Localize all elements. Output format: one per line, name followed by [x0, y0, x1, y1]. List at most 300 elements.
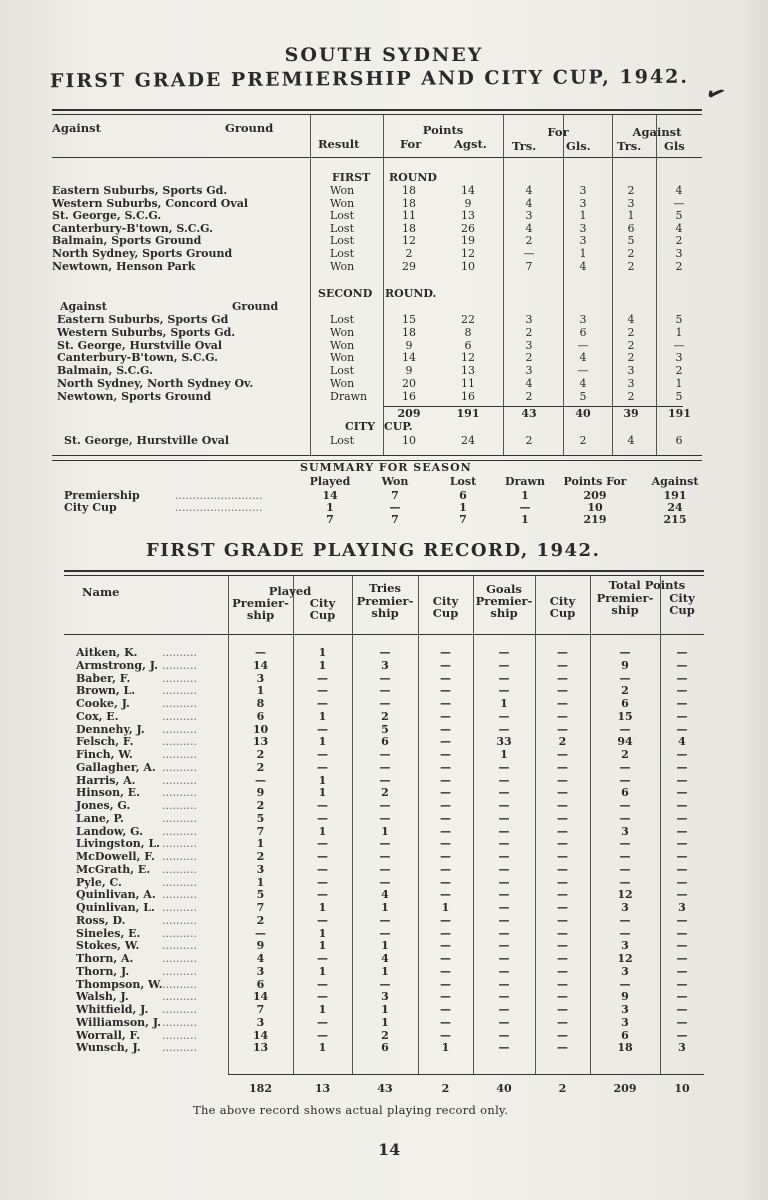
stat-tp: 1	[381, 1015, 389, 1029]
stat-xc: —	[676, 646, 688, 659]
score-ag: 2	[675, 234, 683, 248]
header-played: Played	[268, 584, 312, 598]
summary-row-label: Premiership	[64, 489, 140, 502]
leader-dots: ..........	[162, 671, 197, 685]
leader-dots: ..........	[162, 811, 197, 825]
stat-gc: —	[557, 977, 568, 991]
score-pa: 13	[461, 364, 475, 378]
stat-gp: —	[498, 1003, 510, 1016]
stat-xp: 9	[621, 658, 629, 672]
stat-xc: —	[676, 875, 688, 889]
stat-gc: —	[557, 875, 568, 889]
score-pa: 22	[461, 313, 475, 326]
score-pa: 12	[461, 247, 475, 260]
total-tc: 2	[441, 1082, 450, 1095]
total-gc: 2	[558, 1082, 567, 1095]
summary-pf: 10	[587, 501, 603, 514]
stat-xc: —	[676, 926, 688, 940]
stat-xc: —	[676, 709, 688, 723]
score-ag: —	[673, 196, 685, 210]
score-fg: 4	[579, 259, 587, 273]
leader-dots: ..........	[162, 697, 197, 710]
opponent-ground: Western Suburbs, Sports Gd.	[57, 325, 236, 339]
stat-gc: —	[557, 1003, 568, 1016]
stat-xp: —	[619, 722, 631, 736]
score-ag: 1	[675, 325, 683, 339]
stat-xp: 3	[621, 1015, 629, 1029]
stat-gp: —	[498, 773, 510, 787]
leader-dots: ..........	[162, 786, 197, 800]
stat-xp: —	[619, 977, 631, 991]
stat-tc: —	[440, 786, 451, 800]
summary-header-played: Played	[309, 475, 351, 488]
stat-gp: —	[498, 1015, 510, 1029]
score-ag: 4	[675, 221, 683, 235]
total-pf: 209	[397, 407, 421, 420]
total-xp: 209	[613, 1082, 637, 1095]
stat-xp: 2	[621, 684, 629, 698]
score-pf: 12	[402, 234, 416, 248]
header-agst-gls: Gls	[664, 139, 685, 153]
stat-tc: —	[440, 811, 451, 825]
header-total-prem: Premier-	[596, 591, 654, 605]
player-name: Harris, A.	[76, 773, 136, 787]
stat-tp: 3	[381, 990, 389, 1004]
header-goals-city: Cup	[549, 606, 576, 620]
player-name: Gallagher, A.	[76, 760, 156, 774]
stat-tp: 4	[381, 952, 389, 965]
stat-gc: —	[557, 658, 568, 672]
score-ag: 6	[675, 434, 683, 447]
header-tries-city: Cup	[432, 606, 459, 620]
leader-dots: ..........	[162, 888, 197, 902]
stat-pp: 4	[256, 952, 265, 965]
score-fg: 1	[579, 247, 587, 260]
stat-tp: 4	[381, 888, 389, 902]
score-fg: 3	[579, 313, 587, 326]
score-pf: 20	[402, 377, 416, 390]
stat-xp: —	[619, 646, 631, 659]
stat-pp: 9	[256, 786, 265, 800]
leader-dots: ..........	[162, 1003, 197, 1016]
stat-pc: —	[317, 977, 328, 991]
total-pp: 182	[249, 1082, 272, 1095]
stat-gc: —	[557, 646, 568, 659]
stat-xp: —	[619, 926, 631, 940]
stat-pc: —	[317, 799, 328, 812]
rule	[52, 157, 702, 158]
score-pf: 18	[402, 325, 416, 339]
stat-xp: —	[619, 773, 631, 787]
header-total-city: City	[669, 591, 695, 605]
stat-tp: 6	[381, 1041, 389, 1055]
stat-pp: 14	[252, 990, 269, 1004]
score-pf: 29	[402, 259, 416, 273]
summary-header-won: Won	[381, 475, 409, 488]
stat-tp: —	[379, 684, 391, 698]
leader-dots: ..........	[162, 824, 197, 838]
stat-tp: —	[379, 913, 391, 927]
score-ft: 3	[525, 209, 533, 223]
stat-xp: 12	[617, 952, 633, 965]
stat-xp: 3	[621, 939, 629, 953]
opponent-ground: Canterbury-B'town, S.C.G.	[57, 351, 219, 365]
player-name: Landow, G.	[76, 824, 143, 838]
stat-xc: —	[676, 888, 688, 902]
player-name: Thorn, J.	[76, 964, 130, 978]
stat-tc: —	[440, 990, 451, 1004]
stat-gp: 1	[500, 748, 508, 761]
header-points-agst: Agst.	[454, 137, 487, 151]
player-name: Stokes, W.	[76, 939, 140, 953]
leader-dots: ..........	[162, 1015, 197, 1029]
player-name: Quinlivan, A.	[76, 888, 156, 902]
stat-tc: —	[440, 697, 451, 710]
score-pf: 18	[402, 184, 416, 197]
score-pa: 11	[461, 377, 475, 390]
stat-gc: —	[557, 684, 568, 698]
stat-gc: —	[557, 748, 568, 761]
stat-xc: —	[676, 977, 688, 991]
stat-gp: —	[498, 952, 510, 965]
stat-tc: —	[440, 926, 451, 940]
score-pf: 18	[402, 196, 416, 210]
leader-dots: ..........	[162, 862, 197, 876]
stat-xc: —	[676, 824, 688, 838]
player-name: Dennehy, J.	[76, 722, 145, 736]
score-pf: 2	[405, 247, 413, 260]
opponent-ground: Western Suburbs, Concord Oval	[52, 196, 249, 210]
summary-drawn: —	[519, 501, 531, 514]
stat-tc: —	[440, 646, 451, 659]
stat-tp: 1	[381, 964, 389, 978]
total-tp: 43	[377, 1082, 393, 1095]
stat-tc: —	[440, 1028, 451, 1042]
score-at: 3	[627, 377, 635, 390]
result: Won	[330, 184, 355, 197]
total-at: 39	[623, 407, 639, 420]
score-ft: 2	[525, 234, 533, 248]
result: Lost	[330, 313, 354, 326]
stat-pp: 13	[252, 1041, 269, 1055]
leader-dots: .........................	[175, 489, 263, 502]
stat-xp: 3	[621, 964, 629, 978]
stat-pp: —	[255, 773, 266, 787]
stat-pc: —	[317, 1015, 328, 1029]
score-fg: 4	[579, 351, 587, 365]
stat-pc: 1	[318, 1003, 327, 1016]
leader-dots: ..........	[162, 760, 197, 774]
score-pa: 9	[464, 196, 472, 210]
stat-gc: —	[557, 760, 568, 774]
player-name: Aitken, K.	[76, 646, 138, 659]
stat-pp: 2	[256, 850, 265, 863]
score-fg: 3	[579, 234, 587, 248]
stat-xp: 6	[621, 786, 629, 800]
summary-won: 7	[391, 489, 399, 502]
stat-tp: —	[379, 811, 391, 825]
score-fg: 6	[579, 325, 587, 339]
player-name: Williamson, J.	[76, 1015, 162, 1029]
score-ft: 7	[525, 259, 533, 273]
footnote: The above record shows actual playing record only.	[193, 1103, 509, 1117]
summary-against: 24	[667, 501, 683, 514]
stat-gp: —	[498, 901, 510, 914]
title-line2: FIRST GRADE PREMIERSHIP AND CITY CUP, 1942.	[49, 65, 690, 93]
score-ag: —	[673, 338, 685, 352]
stat-gc: —	[557, 850, 568, 863]
stat-xc: —	[676, 773, 688, 787]
stat-pc: —	[317, 671, 328, 685]
score-fg: 2	[579, 434, 587, 447]
stat-tp: 1	[381, 1003, 389, 1016]
stat-pp: 3	[256, 1015, 265, 1029]
leader-dots: ..........	[162, 875, 197, 889]
score-pf: 18	[402, 221, 416, 235]
score-pf: 16	[402, 389, 416, 403]
total-pa: 191	[456, 407, 480, 420]
stat-tc: —	[440, 939, 451, 953]
player-name: McGrath, E.	[76, 862, 151, 876]
leader-dots: ..........	[162, 913, 197, 927]
score-ag: 5	[675, 389, 683, 403]
stat-tc: —	[440, 709, 451, 723]
player-name: Sineles, E.	[76, 926, 141, 940]
header-total-city: Cup	[669, 603, 695, 617]
player-name: Lane, P.	[76, 811, 124, 825]
leader-dots: ..........	[162, 1028, 197, 1042]
stat-gc: —	[557, 1041, 568, 1055]
stat-gp: —	[498, 875, 510, 889]
score-at: 4	[627, 313, 635, 326]
score-fg: —	[577, 338, 589, 352]
score-at: 2	[627, 325, 635, 339]
stat-pp: 3	[256, 671, 265, 685]
stat-xp: —	[619, 671, 631, 685]
sub-header-against: Against	[60, 300, 107, 313]
stat-pc: —	[317, 875, 328, 889]
stat-pp: 1	[256, 875, 265, 889]
result: Lost	[330, 221, 354, 235]
stat-xp: —	[619, 913, 631, 927]
stat-gp: —	[498, 977, 510, 991]
opponent-ground: St. George, Hurstville Oval	[57, 338, 223, 352]
result: Lost	[330, 434, 354, 447]
result: Won	[330, 377, 355, 390]
opponent-ground: North Sydney, North Sydney Ov.	[57, 377, 254, 390]
stat-pc: 1	[318, 735, 327, 749]
stat-pp: 14	[252, 1028, 269, 1042]
stat-xp: —	[619, 875, 631, 889]
record-title: FIRST GRADE PLAYING RECORD, 1942.	[146, 540, 601, 561]
stat-xc: —	[676, 684, 688, 698]
stat-gc: —	[557, 952, 568, 965]
summary-total-drawn: 1	[521, 513, 529, 526]
header-ground: Ground	[225, 121, 274, 135]
rule	[64, 634, 704, 635]
city-cup-label: CUP.	[384, 420, 413, 433]
stat-tc: —	[440, 735, 451, 749]
stat-gc: —	[557, 697, 568, 710]
leader-dots: ..........	[162, 658, 197, 672]
summary-lost: 1	[459, 501, 467, 514]
stat-xc: —	[676, 964, 688, 978]
stat-gp: —	[498, 1028, 510, 1042]
header-against: Against	[52, 121, 101, 135]
summary-total-played: 7	[326, 513, 334, 526]
stat-pc: 1	[318, 773, 327, 787]
score-at: 2	[627, 184, 635, 197]
player-name: Walsh, J.	[76, 990, 129, 1004]
stat-pp: —	[255, 926, 266, 940]
player-name: Brown, L.	[76, 684, 136, 698]
stat-xp: —	[619, 862, 631, 876]
stat-tc: 1	[441, 1041, 450, 1055]
column-rule	[656, 115, 657, 455]
stat-tc: —	[440, 658, 451, 672]
stat-gp: —	[498, 850, 510, 863]
stat-pp: 13	[252, 735, 269, 749]
leader-dots: ..........	[162, 837, 197, 851]
score-fg: 3	[579, 221, 587, 235]
score-fg: 5	[579, 389, 587, 403]
stat-xp: 3	[621, 1003, 629, 1016]
stat-pc: —	[317, 850, 328, 863]
stat-pc: —	[317, 837, 328, 851]
summary-total-pf: 219	[583, 513, 607, 526]
stat-pp: 7	[256, 1003, 265, 1016]
header-total-points: Total Points	[608, 578, 686, 592]
stat-xp: 6	[621, 1028, 629, 1042]
header-points: Points	[422, 123, 464, 137]
stat-gp: —	[498, 926, 510, 940]
score-pf: 15	[402, 313, 416, 326]
stat-pc: —	[317, 684, 328, 698]
score-ag: 2	[675, 364, 683, 378]
opponent-ground: St. George, S.C.G.	[52, 209, 162, 223]
total-ag: 191	[668, 407, 691, 420]
stat-tp: 3	[381, 658, 389, 672]
page-number: 14	[378, 1140, 401, 1159]
score-pa: 14	[461, 184, 475, 197]
total-xc: 10	[674, 1082, 690, 1095]
stat-tc: —	[440, 850, 451, 863]
rule	[64, 575, 704, 576]
score-ag: 1	[675, 377, 683, 390]
stat-pp: 8	[256, 697, 265, 710]
player-name: Jones, G.	[76, 799, 131, 812]
stat-pc: 1	[318, 786, 327, 800]
stat-pc: 1	[318, 824, 327, 838]
stat-gp: —	[498, 1041, 510, 1055]
stat-pp: 5	[256, 811, 265, 825]
header-goals-prem: ship	[490, 606, 518, 620]
stat-xp: 18	[617, 1041, 633, 1055]
stat-xc: 3	[678, 1041, 686, 1055]
stat-xc: —	[676, 837, 688, 851]
stat-gc: —	[557, 862, 568, 876]
stat-pc: 1	[318, 709, 327, 723]
stat-tc: —	[440, 684, 451, 698]
stat-gc: —	[557, 709, 568, 723]
result: Won	[330, 338, 355, 352]
stat-xp: —	[619, 811, 631, 825]
player-name: Hinson, E.	[76, 786, 140, 800]
result: Drawn	[330, 389, 368, 403]
header-tries-prem: Premier-	[356, 594, 414, 608]
summary-title: SUMMARY FOR SEASON	[300, 461, 472, 474]
score-at: 2	[627, 338, 635, 352]
score-pa: 8	[464, 325, 472, 339]
rule	[64, 570, 704, 572]
leader-dots: ..........	[162, 799, 197, 812]
stat-tp: —	[379, 760, 391, 774]
column-rule	[563, 115, 564, 455]
player-name: Thompson, W.	[76, 977, 163, 991]
score-ft: 4	[525, 377, 533, 390]
player-name: Thorn, A.	[76, 952, 134, 965]
opponent-ground: Eastern Suburbs, Sports Gd	[57, 313, 229, 326]
score-ag: 5	[675, 313, 683, 326]
score-ft: 2	[525, 325, 533, 339]
stat-gp: 1	[500, 697, 508, 710]
stat-tc: —	[440, 1015, 451, 1029]
rule	[52, 455, 702, 456]
second-round-label: ROUND.	[385, 287, 437, 300]
stat-pc: —	[317, 1028, 328, 1042]
stat-tc: —	[440, 888, 451, 902]
stat-xc: —	[676, 799, 688, 812]
stat-pc: 1	[318, 926, 327, 940]
stat-gc: —	[557, 939, 568, 953]
score-at: 5	[627, 234, 635, 248]
stat-tc: —	[440, 824, 451, 838]
stat-gp: —	[498, 671, 510, 685]
stat-pp: 2	[256, 760, 265, 774]
score-at: 6	[627, 221, 635, 235]
stat-tp: —	[379, 862, 391, 876]
score-at: 1	[627, 209, 635, 223]
stat-pp: 3	[256, 862, 265, 876]
score-pa: 12	[461, 351, 475, 365]
header-played-prem: Premier-	[232, 596, 289, 610]
stat-gc: —	[557, 799, 568, 812]
stat-gc: —	[557, 964, 568, 978]
opponent-ground: St. George, Hurstville Oval	[64, 434, 230, 447]
stat-xp: 3	[621, 901, 629, 914]
score-ft: —	[523, 247, 535, 260]
stat-gc: —	[557, 913, 568, 927]
score-at: 2	[627, 389, 635, 403]
header-agst-trs: Trs.	[617, 139, 642, 153]
player-name: Baber, F.	[76, 671, 131, 685]
header-tries: Tries	[369, 581, 401, 595]
leader-dots: ..........	[162, 926, 197, 940]
total-gp: 40	[496, 1082, 512, 1095]
column-rule	[383, 115, 384, 455]
stat-xp: —	[619, 799, 631, 812]
stat-pp: 3	[256, 964, 265, 978]
stat-xc: —	[676, 913, 688, 927]
total-ft: 43	[521, 407, 537, 420]
score-ag: 4	[675, 184, 683, 197]
stat-xc: —	[676, 697, 688, 710]
opponent-ground: Balmain, S.C.G.	[57, 364, 153, 378]
header-for: For	[547, 125, 569, 139]
stat-xp: 9	[621, 990, 629, 1004]
player-name: Finch, W.	[76, 748, 133, 761]
score-pa: 16	[461, 389, 475, 403]
